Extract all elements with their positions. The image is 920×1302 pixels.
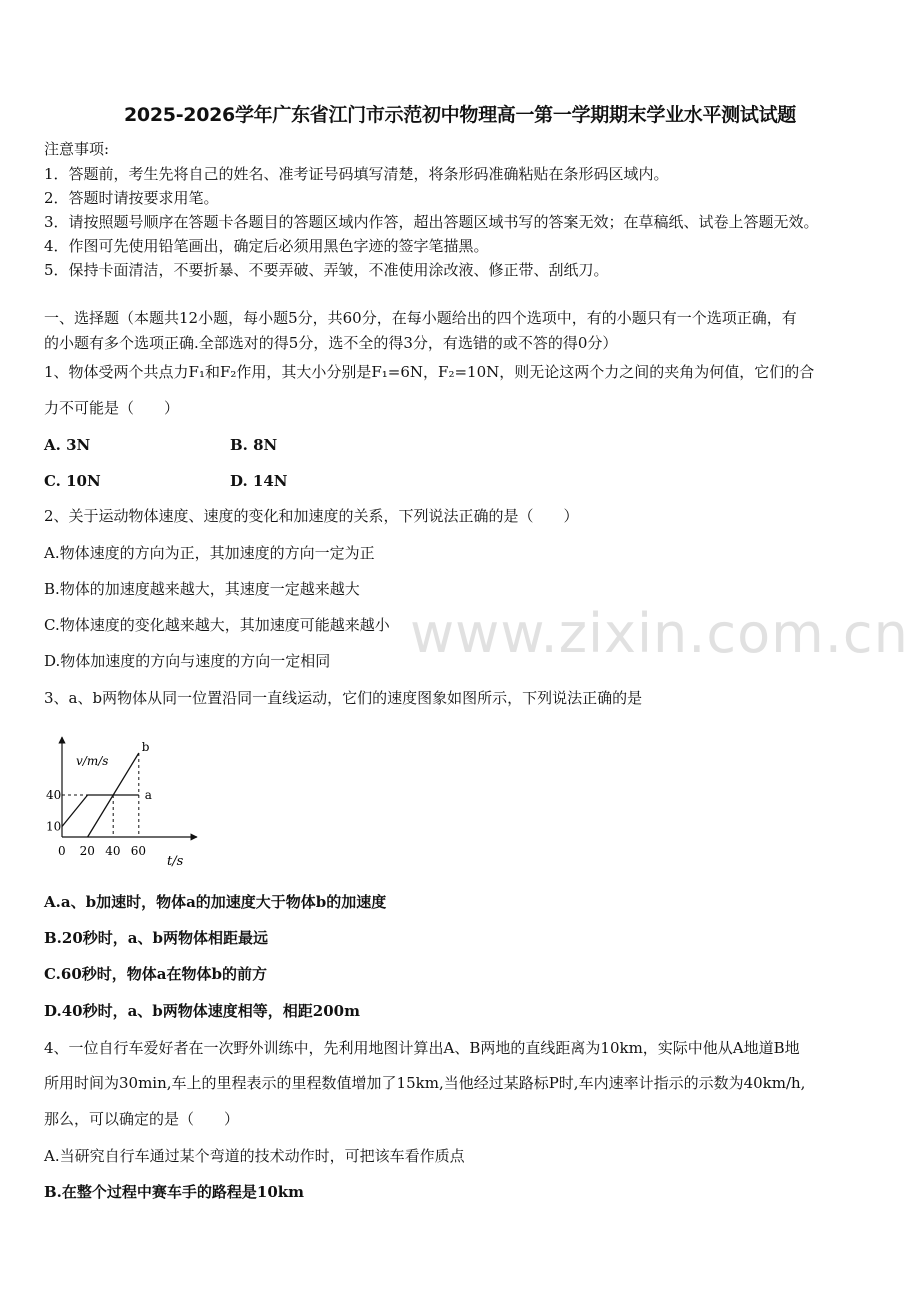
q2-option-b: B.物体的加速度越来越大，其速度一定越来越大 xyxy=(44,580,360,598)
series-label-b: b xyxy=(141,740,150,754)
q3-option-d: D.40秒时，a、b两物体速度相等，相距200m xyxy=(44,1002,360,1020)
y-tick-label-40: 40 xyxy=(46,788,62,802)
q1-option-c: C. 10N xyxy=(44,472,101,490)
y-tick-label-10: 10 xyxy=(46,819,62,834)
q1-stem-line-2: 力不可能是（ ） xyxy=(44,399,180,417)
section-instructions-line-1: 一、选择题（本题共12小题，每小题5分，共60分，在每小题给出的四个选项中，有的小题只有一个选项正确，有 xyxy=(44,309,797,327)
velocity-time-chart xyxy=(40,725,200,875)
q1-option-d: D. 14N xyxy=(230,472,288,490)
notice-item-4: 4．作图可先使用铅笔画出，确定后必须用黑色字迹的签字笔描黑。 xyxy=(44,237,489,255)
x-axis-label: t/s xyxy=(167,854,184,869)
q2-option-c: C.物体速度的变化越来越大，其加速度可能越来越小 xyxy=(44,616,390,634)
x-tick-label-0: 0 xyxy=(58,844,66,858)
page-title: 2025-2026学年广东省江门市示范初中物理高一第一学期期末学业水平测试试题 xyxy=(124,104,796,126)
q4-option-a: A.当研究自行车通过某个弯道的技术动作时，可把该车看作质点 xyxy=(44,1147,465,1165)
x-tick-label-40: 40 xyxy=(105,844,121,858)
q2-option-d: D.物体加速度的方向与速度的方向一定相同 xyxy=(44,652,331,670)
q1-option-b: B. 8N xyxy=(230,436,278,454)
notice-item-5: 5．保持卡面清洁，不要折暴、不要弄破、弄皱，不准使用涂改液、修正带、刮纸刀。 xyxy=(44,261,609,279)
q4-stem-line-2: 所用时间为30min,车上的里程表示的里程数值增加了15km,当他经过某路标P时,车内速率计指示的示数为40km/h, xyxy=(44,1074,806,1092)
section-instructions-line-2: 的小题有多个选项正确.全部选对的得5分，选不全的得3分，有选错的或不答的得0分） xyxy=(44,334,618,352)
q3-option-c: C.60秒时，物体a在物体b的前方 xyxy=(44,965,267,983)
series-label-a: a xyxy=(144,788,152,802)
q4-option-b: B.在整个过程中赛车手的路程是10km xyxy=(44,1183,305,1201)
q3-stem: 3、a、b两物体从同一位置沿同一直线运动，它们的速度图象如图所示，下列说法正确的是 xyxy=(44,689,643,707)
q2-option-a: A.物体速度的方向为正，其加速度的方向一定为正 xyxy=(44,544,375,562)
notice-item-3: 3．请按照题号顺序在答题卡各题目的答题区域内作答，超出答题区域书写的答案无效；在草稿纸、试卷上答题无效。 xyxy=(44,213,819,231)
q4-stem-line-3: 那么，可以确定的是（ ） xyxy=(44,1110,240,1128)
q1-option-a: A. 3N xyxy=(44,436,91,454)
q3-option-b: B.20秒时，a、b两物体相距最远 xyxy=(44,929,268,947)
watermark: www.zixin.com.cn xyxy=(410,602,909,665)
x-tick-label-20: 20 xyxy=(79,844,95,858)
notice-heading: 注意事项: xyxy=(44,140,110,158)
y-axis-label: v/m/s xyxy=(76,754,109,768)
notice-item-1: 1．答题前，考生先将自己的姓名、准考证号码填写清楚，将条形码准确粘贴在条形码区域内。 xyxy=(44,165,669,183)
q4-stem-line-1: 4、一位自行车爱好者在一次野外训练中，先利用地图计算出A、B两地的直线距离为10km，实际中他从A地道B地 xyxy=(44,1039,800,1057)
x-tick-label-60: 60 xyxy=(130,844,147,858)
q3-option-a: A.a、b加速时，物体a的加速度大于物体b的加速度 xyxy=(44,893,387,911)
notice-item-2: 2．答题时请按要求用笔。 xyxy=(44,189,219,207)
series-line-a xyxy=(62,795,139,827)
q1-stem-line-1: 1、物体受两个共点力F₁和F₂作用，其大小分别是F₁=6N，F₂=10N，则无论这两个力之间的夹角为何值，它们的合 xyxy=(44,363,815,381)
q2-stem: 2、关于运动物体速度、速度的变化和加速度的关系，下列说法正确的是（ ） xyxy=(44,507,579,525)
